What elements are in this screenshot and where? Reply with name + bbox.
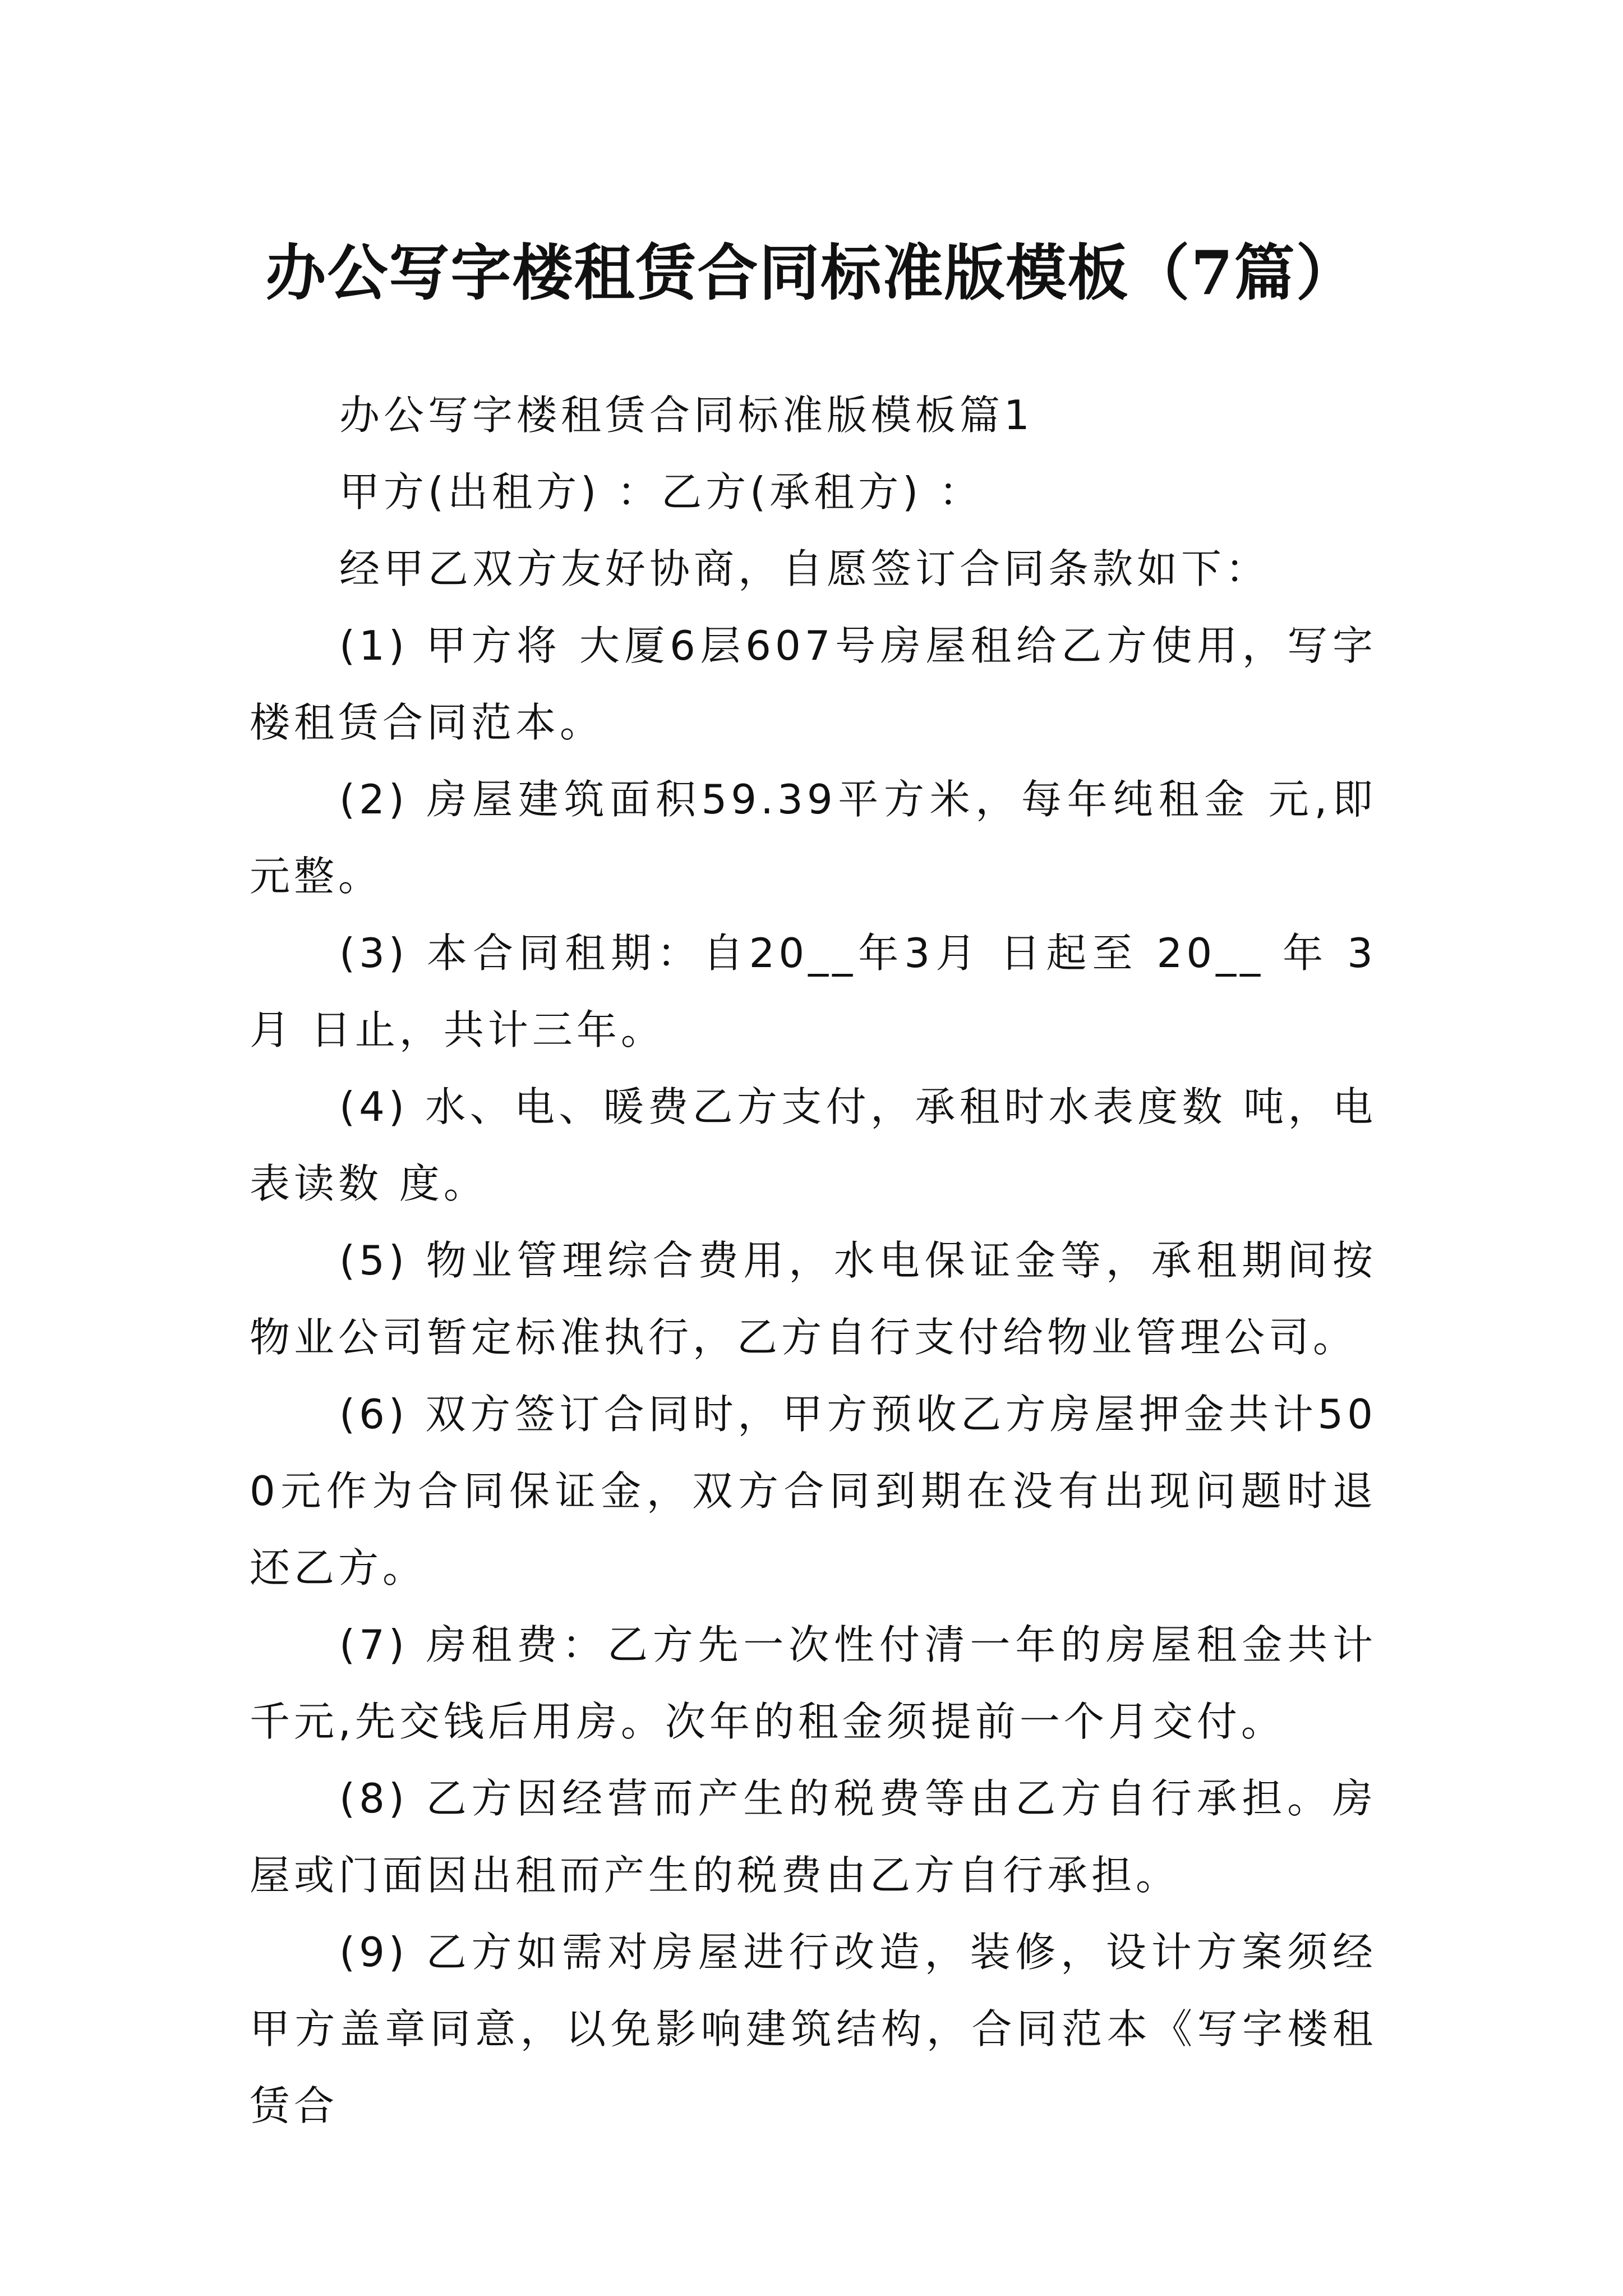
- clause-2: (2) 房屋建筑面积59.39平方米，每年纯租金 元,即 元整。: [250, 776, 1377, 900]
- clause-1: (1) 甲方将 大厦6层607号房屋租给乙方使用，写字楼租赁合同范本。: [250, 622, 1377, 746]
- clause-7: (7) 房租费：乙方先一次性付清一年的房屋租金共计 千元,先交钱后用房。次年的租金须提前一个月交付。: [250, 1621, 1377, 1745]
- clause-5: (5) 物业管理综合费用，水电保证金等，承租期间按物业公司暂定标准执行，乙方自行支付给物业管理公司。: [250, 1237, 1377, 1361]
- parties-line: 甲方(出租方) ：乙方(承租方) ：: [339, 468, 984, 516]
- clause-8: (8) 乙方因经营而产生的税费等由乙方自行承担。房屋或门面因出租而产生的税费由乙方自行承担。: [250, 1775, 1377, 1899]
- section-heading: 办公写字楼租赁合同标准版模板篇1: [339, 392, 1034, 439]
- clause-4: (4) 水、电、暖费乙方支付，承租时水表度数 吨，电表读数 度。: [250, 1083, 1377, 1207]
- clause-6: (6) 双方签订合同时，甲方预收乙方房屋押金共计500元作为合同保证金，双方合同到期在没有出现问题时退还乙方。: [250, 1391, 1377, 1591]
- intro-paragraph: 经甲乙双方友好协商，自愿签订合同条款如下：: [339, 545, 1270, 592]
- clause-3: (3) 本合同租期：自20__年3月 日起至 20__ 年 3月 日止，共计三年。: [250, 930, 1377, 1053]
- document-title: 办公写字楼租赁合同标准版模板（7篇）: [265, 238, 1358, 309]
- document-body: [250, 377, 1377, 2145]
- clause-9: (9) 乙方如需对房屋进行改造，装修，设计方案须经甲方盖章同意，以免影响建筑结构，合同范本《写字楼租赁合: [250, 1929, 1377, 2129]
